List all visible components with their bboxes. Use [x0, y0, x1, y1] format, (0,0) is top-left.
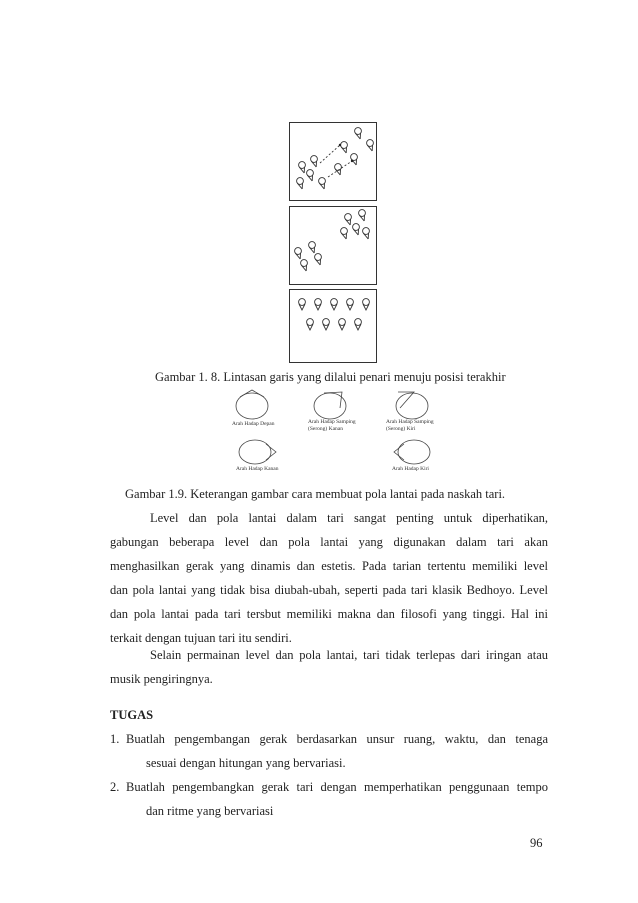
floor-pattern-panel-2 — [289, 206, 377, 285]
facing-front-icon — [236, 390, 268, 419]
label-facing-front-right-1: Arah Hadap Samping — [308, 419, 356, 425]
paragraph-line: musik pengiringnya. — [110, 672, 213, 686]
task-item-1 — [110, 727, 548, 775]
paragraph-level-pola-lantai — [110, 506, 548, 650]
label-facing-front-right-2: (Serong) Kanan — [308, 426, 343, 432]
label-facing-front: Arah Hadap Depan — [232, 421, 275, 427]
diagonal-movement-diagram — [290, 123, 376, 200]
paragraph-line: terkait dengan tujuan tari itu sendiri. — [110, 631, 292, 645]
task-line-1: Buatlah pengembangkan gerak tari dengan memperhatikan penggunaan tempo — [126, 780, 548, 794]
label-facing-left: Arah Hadap Kiri — [392, 466, 429, 472]
row-formation-diagram — [290, 290, 376, 362]
page-number: 96 — [530, 836, 543, 850]
label-facing-right: Arah Hadap Kanan — [236, 466, 279, 472]
floor-pattern-panel-3 — [289, 289, 377, 363]
label-facing-front-left-1: Arah Hadap Samping — [386, 419, 434, 425]
facing-symbols — [228, 388, 444, 476]
task-line-2: dan ritme yang bervariasi — [146, 804, 274, 818]
task-line-2: sesuai dengan hitungan yang bervariasi. — [146, 756, 346, 770]
paragraph-iringan — [110, 643, 548, 691]
facing-right-icon — [239, 440, 276, 464]
task-number: 2. — [110, 780, 120, 794]
task-line-1: Buatlah pengembangan gerak berdasarkan unsur ruang, waktu, dan tenaga — [126, 732, 548, 746]
figure-1-9-caption: Gambar 1.9. Keterangan gambar cara membuat pola lantai pada naskah tari. — [125, 487, 506, 501]
facing-direction-legend — [228, 388, 444, 476]
task-item-2 — [110, 775, 548, 823]
task-number: 1. — [110, 732, 120, 746]
paragraph-line: menghasilkan gerak yang dinamis dan estetis. Pada tarian tertentu memiliki level — [110, 559, 548, 573]
floor-pattern-panel-1 — [289, 122, 377, 201]
paragraph-line: dan pola lantai yang tidak bisa diubah-ubah, seperti pada tari klasik Bedhoyo. Level — [110, 583, 548, 597]
paragraph-line: dan pola lantai pada tari tersbut memiliki makna dan filosofi yang tinggi. Hal ini — [110, 607, 548, 621]
facing-front-right-icon — [314, 392, 346, 419]
label-facing-front-left-2: (Serong) Kiri — [386, 426, 416, 432]
facing-left-icon — [394, 440, 430, 464]
diagonal-formation-diagram — [290, 207, 376, 284]
section-heading-tugas: TUGAS — [110, 708, 154, 722]
paragraph-line: Selain permainan level dan pola lantai, tari tidak terlepas dari iringan atau — [150, 648, 548, 662]
facing-front-left-icon — [396, 392, 428, 419]
paragraph-line: gabungan beberapa level dan pola lantai yang digunakan dalam tari akan — [110, 535, 548, 549]
figure-1-8-caption: Gambar 1. 8. Lintasan garis yang dilalui penari menuju posisi terakhir — [155, 370, 506, 384]
paragraph-line: Level dan pola lantai dalam tari sangat penting untuk diperhatikan, — [150, 511, 548, 525]
